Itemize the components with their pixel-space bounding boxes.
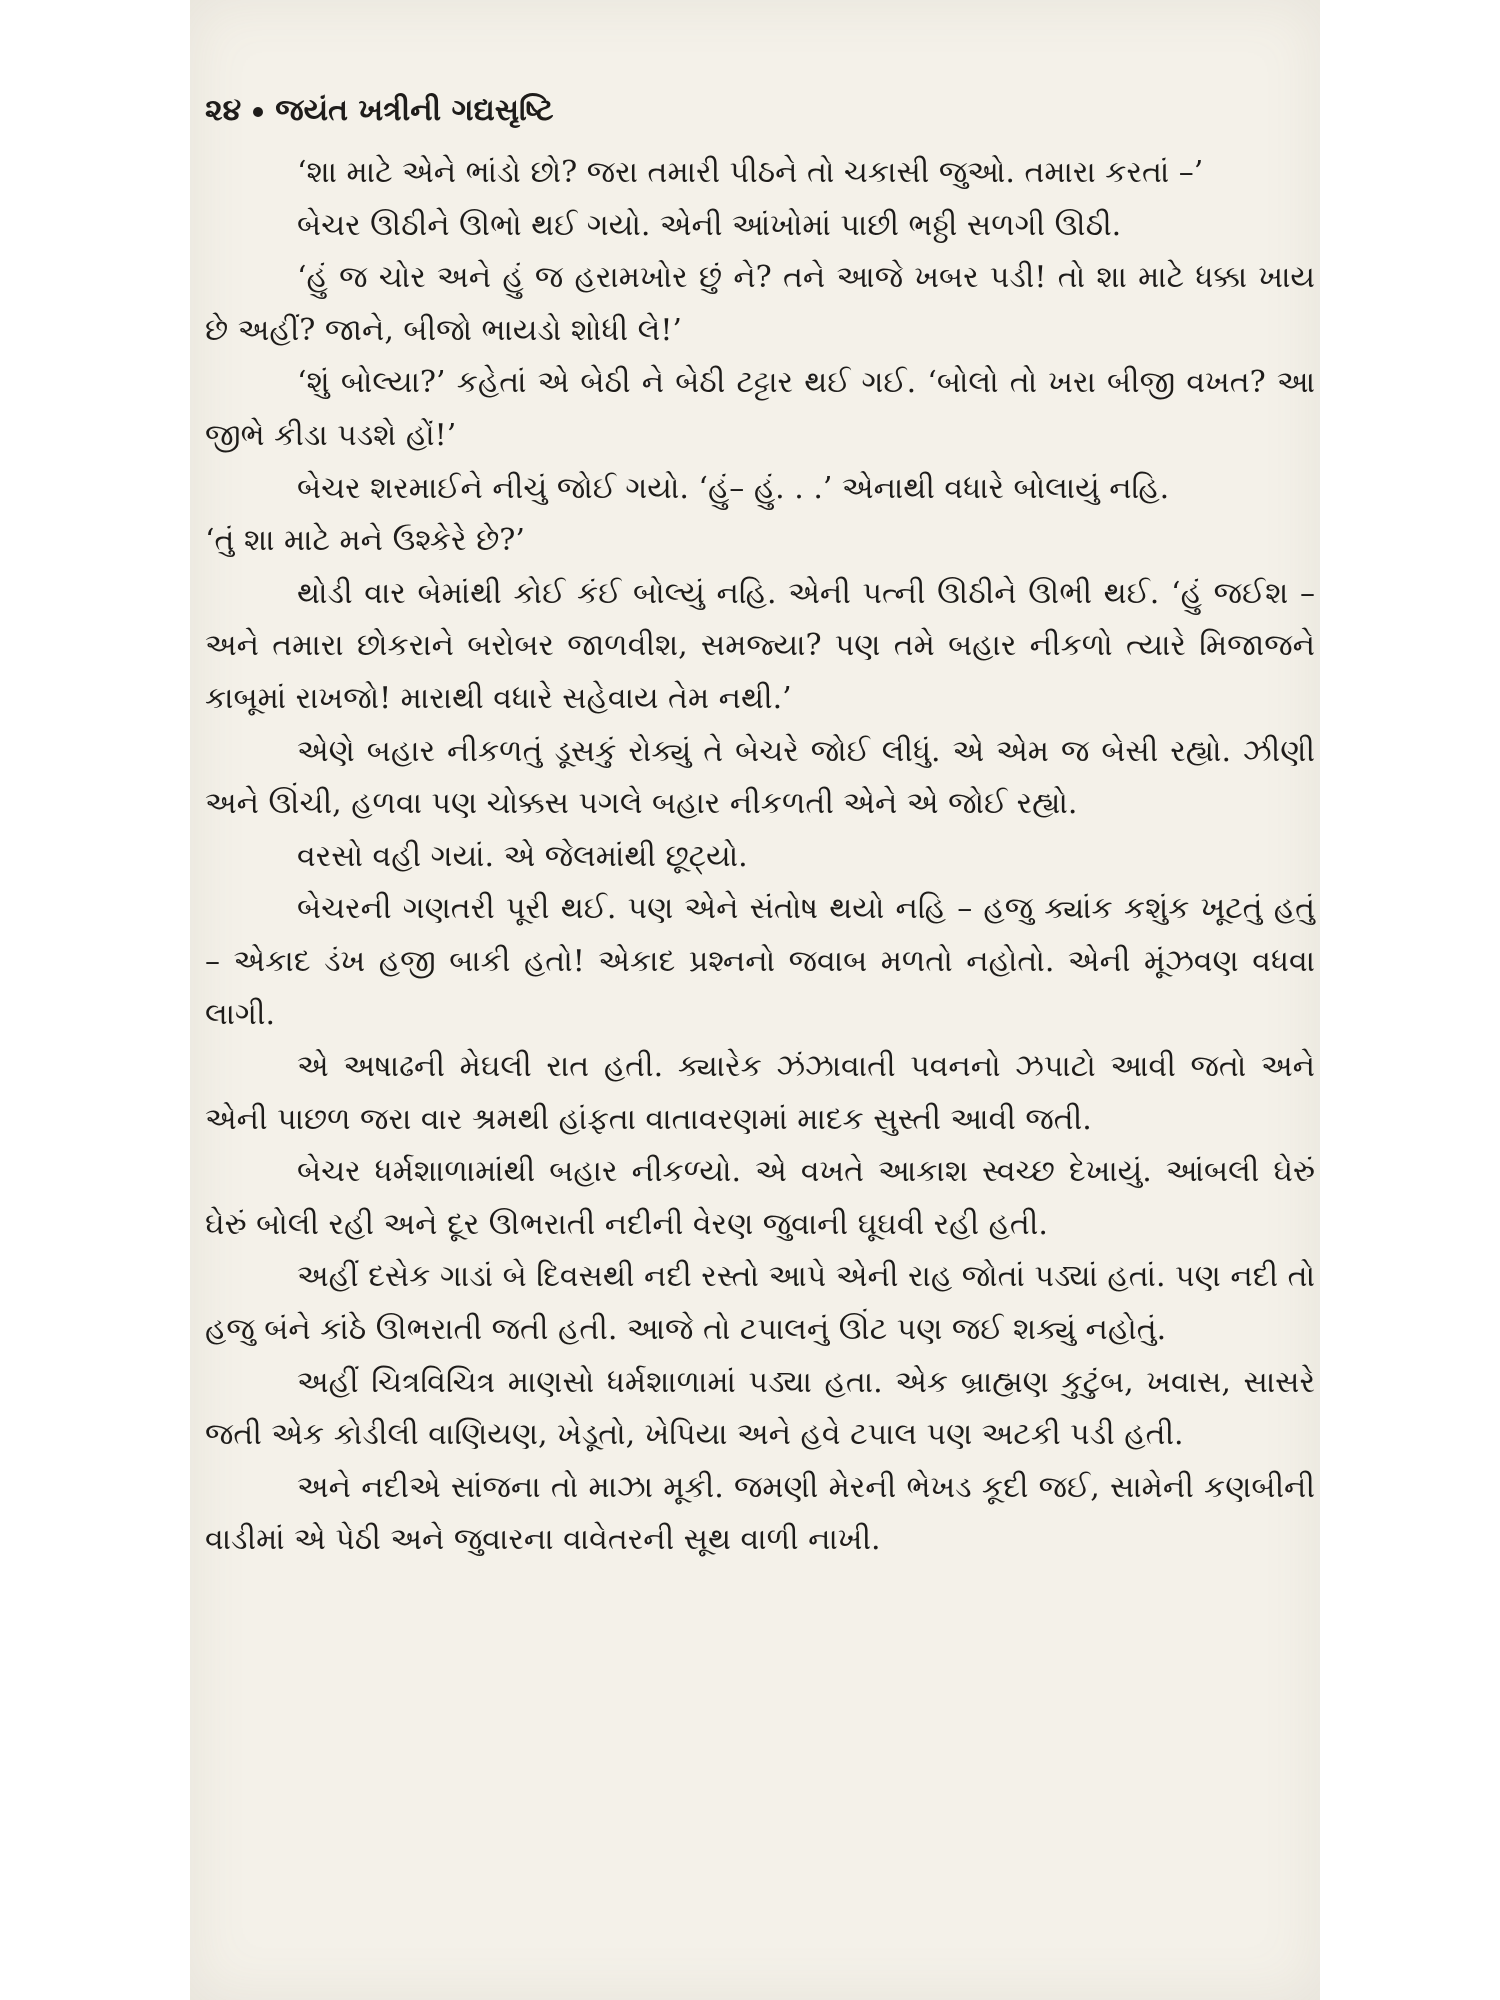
paragraph: બેચર ઊઠીને ઊભો થઈ ગયો. એની આંખોમાં પાછી ભઠ્ઠી સળગી ઊઠી. [297, 207, 1122, 243]
page-text [205, 85, 1315, 1567]
paragraph: વરસો વહી ગયાં. એ જેલમાંથી છૂટ્યો. [297, 838, 748, 874]
bullet-separator [253, 107, 263, 117]
paragraph: ‘હું જ ચોર અને હું જ હરામખોર છું ને? તને આજે ખબર પડી! તો શા માટે ધક્કા ખાય છે અહીં? જાને, બીજો ભાયડો શોધી લે!’ [205, 260, 1315, 348]
paragraph: એણે બહાર નીકળતું ડૂસકું રોક્યું તે બેચરે જોઈ લીધું. એ એમ જ બેસી રહ્યો. ઝીણી અને ઊંચી, હળવા પણ ચોક્કસ પગલે બહાર નીકળતી એને એ જોઈ રહ્યો. [205, 733, 1315, 822]
paragraph: ‘તું શા માટે મને ઉશ્કેરે છે?’ [205, 523, 525, 559]
running-header [205, 85, 1315, 137]
paragraph: અને નદીએ સાંજના તો માઝા મૂકી. જમણી મેરની ભેખડ કૂદી જઈ, સામેની કણબીની વાડીમાં એ પેઠી અને જુવારના વાવેતરની સૂથ વાળી નાખી. [205, 1469, 1315, 1558]
page-number: ૨૪ [205, 93, 242, 128]
paragraph: બેચર ધર્મશાળામાંથી બહાર નીકળ્યો. એ વખતે આકાશ સ્વચ્છ દેખાયું. આંબલી ઘેરું ઘેરું બોલી રહી અને દૂર ઊભરાતી નદીની વેરણ જુવાની ઘૂઘવી રહી હતી. [205, 1154, 1315, 1242]
paragraph: બેચર શરમાઈને નીચું જોઈ ગયો. ‘હું– હું. . .’ એનાથી વધારે બોલાયું નહિ. [297, 470, 1170, 506]
paragraph: થોડી વાર બેમાંથી કોઈ કંઈ બોલ્યું નહિ. એની પત્ની ઊઠીને ઊભી થઈ. ‘હું જઈશ – અને તમારા છોકરાને બરોબર જાળવીશ, સમજ્યા? પણ તમે બહાર નીકળો ત્યારે મિજાજને કાબૂમાં રાખજો! મારાથી વધારે સહેવાય તેમ નથી.’ [205, 575, 1315, 716]
paragraph: એ અષાઢની મેઘલી રાત હતી. ક્યારેક ઝંઝાવાતી પવનનો ઝપાટો આવી જતો અને એની પાછળ જરા વાર શ્રમથી હાંફતા વાતાવરણમાં માદક સુસ્તી આવી જતી. [205, 1049, 1315, 1137]
paragraph: અહીં દસેક ગાડાં બે દિવસથી નદી રસ્તો આપે એની રાહ જોતાં પડ્યાં હતાં. પણ નદી તો હજુ બંને કાંઠે ઊભરાતી જતી હતી. આજે તો ટપાલનું ઊંટ પણ જઈ શક્યું નહોતું. [205, 1259, 1315, 1348]
paragraph: બેચરની ગણતરી પૂરી થઈ. પણ એને સંતોષ થયો નહિ – હજુ ક્યાંક કશુંક ખૂટતું હતું – એકાદ ડંખ હજી બાકી હતો! એકાદ પ્રશ્નનો જવાબ મળતો નહોતો. એની મૂંઝવણ વધવા લાગી. [205, 891, 1315, 1032]
paragraph: અહીં ચિત્રવિચિત્ર માણસો ધર્મશાળામાં પડ્યા હતા. એક બ્રાહ્મણ કુટુંબ, ખવાસ, સાસરે જતી એક કોડીલી વાણિયણ, ખેડૂતો, ખેપિયા અને હવે ટપાલ પણ અટકી પડી હતી. [205, 1364, 1315, 1453]
paragraph: ‘શું બોલ્યા?’ કહેતાં એ બેઠી ને બેઠી ટટ્ટાર થઈ ગઈ. ‘બોલો તો ખરા બીજી વખત? આ જીભે કીડા પડશે હોં!’ [205, 365, 1315, 453]
running-title: જયંત ખત્રીની ગદ્યસૃષ્ટિ [275, 93, 554, 128]
paragraph: ‘શા માટે એને ભાંડો છો? જરા તમારી પીઠને તો ચકાસી જુઓ. તમારા કરતાં –’ [297, 155, 1204, 190]
